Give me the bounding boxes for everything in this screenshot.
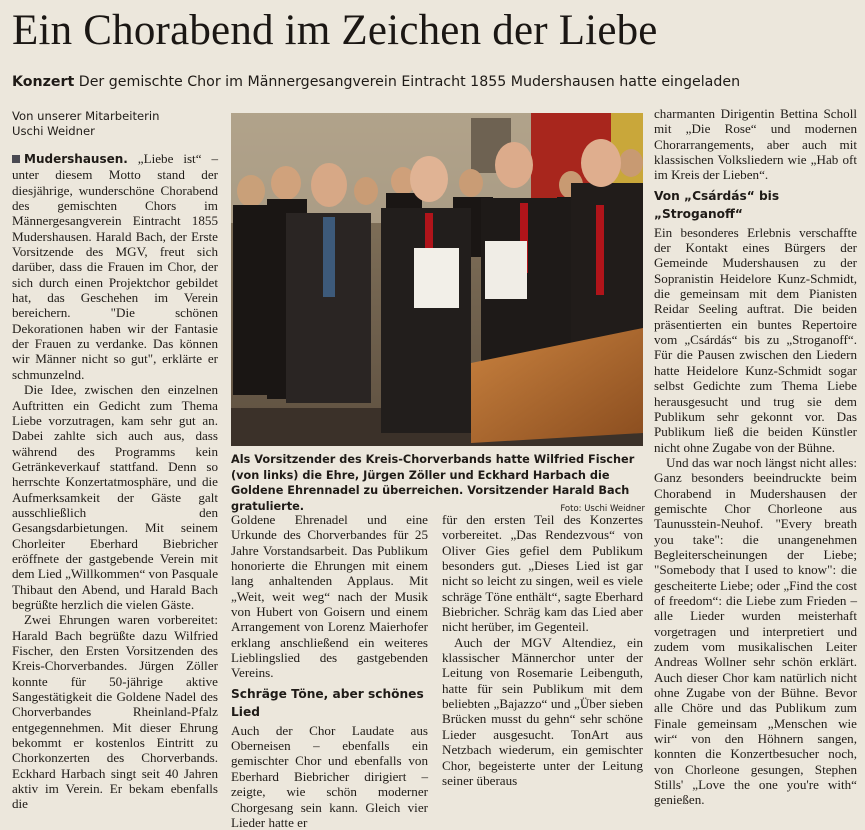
column-2 [231,512,428,830]
deck [12,73,857,91]
photo-credit: Foto: Uschi Weidner [560,503,645,514]
paragraph: Goldene Ehrenadel und eine Urkunde des Chorverbandes für 25 Jahre Vorstandsarbeit. Das Publikum honorierte die Ehrungen mit einem lang anhaltenden Applaus. Mit „Weit, weit weg“ nach der Musik von Hubert von Goisern und einem Arrangement von Lorenz Maierhofer erklang anschließend ein weiteres Lieblingslied des gastgebenden Vereins. [231,512,428,681]
paragraph-text: „Liebe ist“ – unter diesem Motto stand der diesjährige, wunderschöne Chorabend des gemischten Chors im Männergesangverein Eintracht 1855 Mudershausen. Harald Bach, der Erste Vorsitzende des MGV, freut sich darüber, dass die Frauen im Chor, der sich durch einen Projektchor gebildet hat, das Geschehen im Verein bereichern. "Die schönen Dekorationen haben wir der Fantasie der Frauen zu verdanke. Das können wir Männer nicht so gut", erklärte er schmunzelnd. [12,151,218,382]
column-4 [654,106,857,808]
paragraph: Zwei Ehrungen waren vorbereitet: Harald Bach begrüßte dazu Wilfried Fischer, den Ersten Vorsitzenden des Kreis-Chorverbandes. Jürgen Zöller konnte für 50-jährige aktive Sangestätigkeit die Goldene Nadel des Chorverbandes Rheinland-Pfalz entgegennehmen. Mit dieser Ehrung bekommt er kostenlos Eintritt zu Chorkonzerten des Chorverbands. Eckhard Harbach singt seit 40 Jahren aktiv im Verein. Er bekam ebenfalls die [12,612,218,812]
byline [12,109,222,139]
headline: Ein Chorabend im Zeichen der Liebe [12,7,658,54]
paragraph: charmanten Dirigentin Bettina Scholl mit „Die Rose“ und modernen Chorarrangements, aber auch mit klassischen Volksliedern wie „Hab oft im Kreis der Lieben“. [654,106,857,183]
photo-choir-honors [231,113,643,446]
paragraph: für den ersten Teil des Konzertes vorbereitet. „Das Rendezvous“ von Oliver Gies gefiel dem Publikum besonders gut. „Dieses Lied ist gar nicht so leicht zu singen, weil es viele schräge Töne enthält“, sagte Eberhard Biebricher. Schräg kam das Lied aber nicht herüber, im Gegenteil. [442,512,643,635]
paragraph: Auch der Chor Laudate aus Oberneisen – ebenfalls ein gemischter Chor und ebenfalls von Eberhard Biebricher dirigiert – zeigte, wie schön moderner Chorgesang sein kann. Gleich vier Lieder hatte er [231,722,428,830]
paragraph: Auch der MGV Altendiez, ein klassischer Männerchor unter der Leitung von Rosemarie Leibenguth, hatte für sein Publikum mit dem beliebten „Bajazzo“ und „Über sieben Brücken musst du gehn“ sehr schöne Lieder ausgesucht. TonArt aus Netzbach wiederum, ein gemischter Chor, begeisterte unter der Leitung seiner überaus [442,634,643,788]
deck-label: Konzert [12,74,75,90]
column-1 [12,151,218,812]
photo-illustration [231,113,643,446]
paragraph: Und das war noch längst nicht alles: Ganz besonders beeindruckte beim Chorabend in Mudershausen der gemischte Chor Chorleone aus Taunusstein-Neuhof. "Every breath you take": die unangenehmen Begleiterscheinungen der Liebe; "Somebody that I used to know": die gescheiterte Liebe; oder „Find the cost of freedom“: die Liebe zum Frieden – alle Lieder wurden meisterhaft vorgetragen und interpretiert und zudem vom musikalischen Leiter Andreas Wollner sehr schön erklärt. Auch dieser Chor kam natürlich nicht ohne Zugabe von der Bühne. Bevor alle Chöre und das Publikum zum Finale gemeinsam „Menschen wie wir“ von den Höhnern sangen, konnten die Konzertbesucher noch, von Chorleone gesungen, Stephen Stills' „Love the one you're with“ genießen. [654,454,857,808]
paragraph: Die Idee, zwischen den einzelnen Auftritten ein Gedicht zum Thema Liebe vorzutragen, kam sehr gut an. Dabei zahlte sich auch aus, dass während des Programms kein Getränkeverkauf stattfand. Denn so herrschte Konzertatmosphäre, und die Aufmerksamkeit der Gäste galt ausschließlich den Gesangsdarbietungen. Mit seinem Chorleiter Eberhard Biebricher eröffnete der gastgebende Verein mit dem Lied „Willkommen“ von Pasquale Thibaut den Abend, und Harald Bach begrüßte herzlich die vielen Gäste. [12,382,219,612]
deck-text: Der gemischte Chor im Männergesangverein Eintracht 1855 Mudershausen hatte eingeladen [78,74,741,90]
column-3 [442,512,643,788]
paragraph: Ein besonderes Erlebnis verschaffte der Kontakt eines Bürgers der Gemeinde Mudershausen zu der Sopranistin Heidelore Kunz-Schmidt, die gemeinsam mit dem Pianisten Reidar Seeling auftrat. Die beiden präsentierten ein buntes Repertoire vom „Csárdás“ bis zu „Stroganoff“. Für die Pausen zwischen den Liedern hatte Heidelore Kunz-Schmidt sogar selbst Gedichte zum Thema Liebe herausgesucht und trug sie dem Publikum sehr gekonnt vor. Das Publikum ließ die beiden Künstler nicht ohne Zugabe von der Bühne. [654,224,857,455]
dateline-square-icon [12,155,20,163]
paragraph [12,151,218,382]
photo-caption [231,452,645,517]
byline-line1: Von unserer Mitarbeiterin [12,109,160,123]
caption-text: Als Vorsitzender des Kreis-Chorverbands hatte Wilfried Fischer (von links) die Ehre, Jürgen Zöller und Eckhard Harbach die Goldene Ehrennadel zu überreichen. Vorsitzender Harald Bach gratulierte. [231,453,635,513]
dateline: Mudershausen. [24,152,128,166]
subheading: Schräge Töne, aber schönes Lied [231,686,424,719]
byline-author: Uschi Weidner [12,124,95,138]
subheading: Von „Csárdás“ bis „Stroganoff“ [654,188,780,221]
